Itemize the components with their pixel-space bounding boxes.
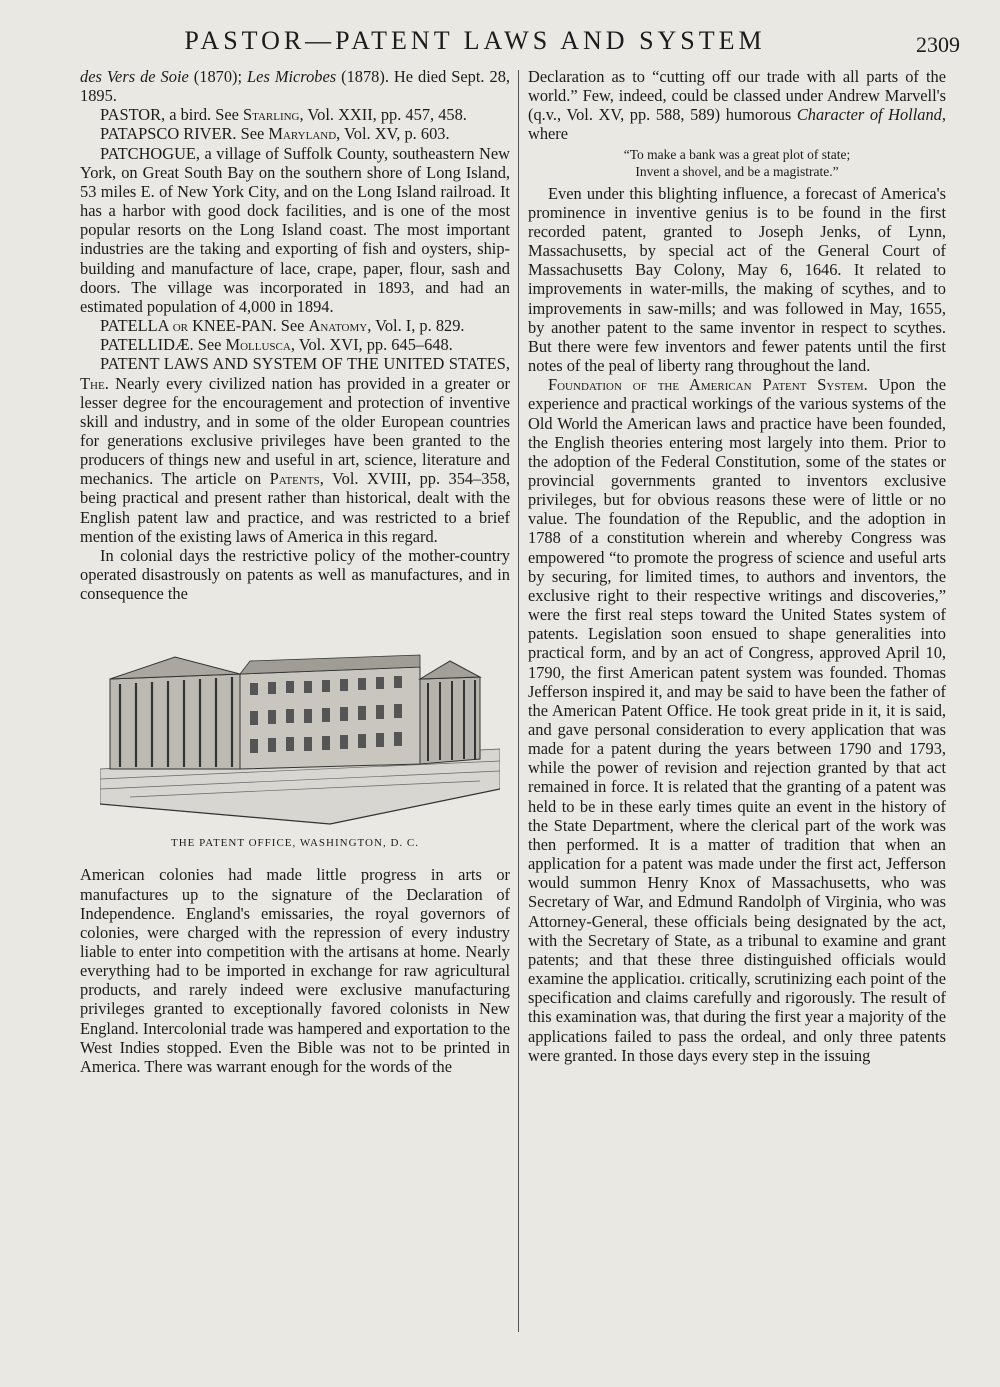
- text-run: or: [172, 316, 188, 336]
- right-column: [528, 67, 946, 1065]
- book-title: Les Microbes: [247, 67, 337, 86]
- cross-reference: Starling: [242, 105, 300, 125]
- verse-line: Invent a shovel, and be a magistrate.”: [635, 163, 839, 179]
- column-divider: [518, 70, 519, 1332]
- text-run: PATELLIDÆ. See: [100, 335, 226, 355]
- paragraph-foundation: [528, 375, 946, 1065]
- book-title: des Vers de Soie: [80, 67, 189, 86]
- cross-reference: Patents: [269, 469, 320, 489]
- paragraph-american-colonies: American colonies had made little progress in arts or manufactures up to the signature of the Declaration of Independence. England's emissaries, the royal governors of colonies, were charged with the repression of every industry liable to enter into competition with the artisans at home. Nearly everything had to be imported in exchange for raw agricultural products, and rarely indeed were exclusive manufacturing privileges granted to exceptionally favored colonists in New England. Intercolonial trade was hampered and exportation to the West Indies stopped. Even the Bible was not to be printed in America. There was warrant enough for the words of the: [80, 865, 510, 1076]
- text-run: , where: [528, 105, 946, 144]
- text-run: (1878). He died Sept. 28, 1895.: [80, 67, 510, 106]
- page-number: 2309: [916, 32, 960, 57]
- text-run: , Vol. XXII, pp. 457, 458.: [299, 105, 467, 125]
- text-run: (1870);: [188, 67, 248, 86]
- text-run: , Vol. XVIII, pp. 354–358, being practical and present rather than historical, dealt with the English patent law and practice, and was restricted to a brief mention of the existing laws of America in this regard.: [80, 469, 510, 546]
- entry-pastor: [80, 105, 510, 124]
- paragraph-first-patent: Even under this blighting influence, a forecast of America's prominence in inventive genius is to be found in the first recorded patent, granted to Joseph Jenks, of Lynn, Massachusetts, by special act of the General Court of Massachusetts Bay Colony, May 6, 1646. It related to improvements in water-mills, the making of scythes, and to improvements in saw-mills; and was followed in May, 1655, by another patent to the same inventor in respect to scythes. But there were few inventors and fewer patents until the first notes of the peal of liberty rang throughout the land.: [528, 183, 946, 376]
- text-run: PASTOR, a bird. See: [100, 105, 243, 125]
- text-run: , Vol. XV, p. 603.: [336, 124, 450, 144]
- text-run: The: [80, 373, 105, 393]
- entry-patchogue: PATCHOGUE, a village of Suffolk County, southeastern New York, on Great South Bay on the southern shore of Long Island, 53 miles E. of New York City, and on the Long Island railroad. It has a harbor with good dock facilities, and is one of the most popular resorts on the Long Island coast. The most important industries are the taking and exporting of fish and oysters, ship-building and manufacture of lace, crape, paper, flour, sash and doors. The village was incorporated in 1893, and had an estimated population of 4,000 in 1894.: [80, 143, 510, 316]
- paragraph-declaration: [528, 67, 946, 144]
- entry-patella: [80, 316, 510, 335]
- cross-reference: Maryland: [268, 124, 337, 144]
- entry-patellidae: [80, 335, 510, 354]
- entry-patapsco-river: [80, 124, 510, 143]
- paragraph-pasteur-end: [80, 67, 510, 105]
- figure-caption: THE PATENT OFFICE, WASHINGTON, D. C.: [171, 837, 419, 850]
- text-run: , Vol. I, p. 829.: [367, 316, 465, 336]
- text-run: Declaration as to “cutting off our trade with all parts of the world.” Few, indeed, could be classed under Andrew Marvell's (q.v., Vol. XV, pp. 588, 589) humorous: [528, 67, 946, 125]
- book-title: Character of Holland: [796, 105, 942, 125]
- entry-patent-laws: [80, 354, 510, 546]
- text-run: , Vol. XVI, pp. 645–648.: [290, 335, 453, 355]
- text-run: PATAPSCO RIVER. See: [100, 124, 269, 144]
- running-header: [80, 26, 960, 58]
- paragraph-colonial-days: In colonial days the restrictive policy of the mother-country operated disastrously on patents as well as manufactures, and in consequence the: [80, 545, 510, 604]
- patent-office-illustration: [80, 619, 510, 855]
- section-heading: Foundation of the American Patent System.: [548, 375, 868, 395]
- page-title: PASTOR—PATENT LAWS AND SYSTEM: [184, 26, 766, 55]
- cross-reference: Mollusca: [225, 335, 291, 355]
- text-run: Upon the experience and practical workings of the various systems of the Old World the American laws and practice have been founded, the English theories entering most largely into them. Prior to the adoption of the Federal Constitution, some of the states or provincial governments granted to inventors exclusive privileges, but for obvious reasons these were of little or no value. The foundation of the Republic, and the adoption in 1788 of a constitution wherein and whereby Congress was empowered “to promote the progress of science and useful arts by securing, for limited times, to authors and inventors, the exclusive right to their respective writings and discoveries,” were the first real steps toward the United States system of patents. Legislation soon ensued to shape generalities into practical form, and by an act of Congress, approved April 10, 1790, the first American patent system was founded. Thomas Jefferson inspired it, and may be said to have been the father of the American Patent Office. He took great pride in it, it is said, and gave personal consideration to every application that was made for a patent during the years between 1790 and 1793, while the power of revision and rejection granted by that act remained in force. It is related that the granting of a patent was held to be in these early times quite an event in the history of the State Department, where the clerical part of the work was then performed. It is a matter of tradition that when an application for a patent was made under the first act, Jefferson would summon Henry Knox of Massachusetts, who was Secretary of War, and Edmund Randolph of Virginia, who was Attorney-General, these officials being designated by the act, with the Secretary of State, as a tribunal to examine and grant patents; and that these three distinguished officials would examine the applicatioı. critically, scrutinizing each point of the specification and claims carefully and rigorously. The result of this examination was, that during the first year a majority of the applications failed to pass the ordeal, and only three patents were granted. In those days every step in the issuing: [528, 375, 946, 1065]
- left-column: [80, 67, 510, 1076]
- verse-quote: [528, 146, 946, 180]
- text-run: . Nearly every civilized nation has provided in a greater or lesser degree for the encouragement and protection of inventive skill and industry, and in some of the older European countries for generations exclusive privileges have been granted to the producers of things new and useful in art, science, literature and mechanics. The article on: [80, 373, 510, 489]
- cross-reference: Anatomy: [308, 316, 368, 336]
- text-run: KNEE-PAN. See: [188, 316, 309, 336]
- text-run: PATELLA: [100, 316, 173, 336]
- patent-office-engraving: [100, 619, 500, 829]
- text-run: PATENT LAWS AND SYSTEM OF THE UNITED STATES,: [100, 354, 510, 374]
- verse-line: “To make a bank was a great plot of state;: [623, 146, 851, 162]
